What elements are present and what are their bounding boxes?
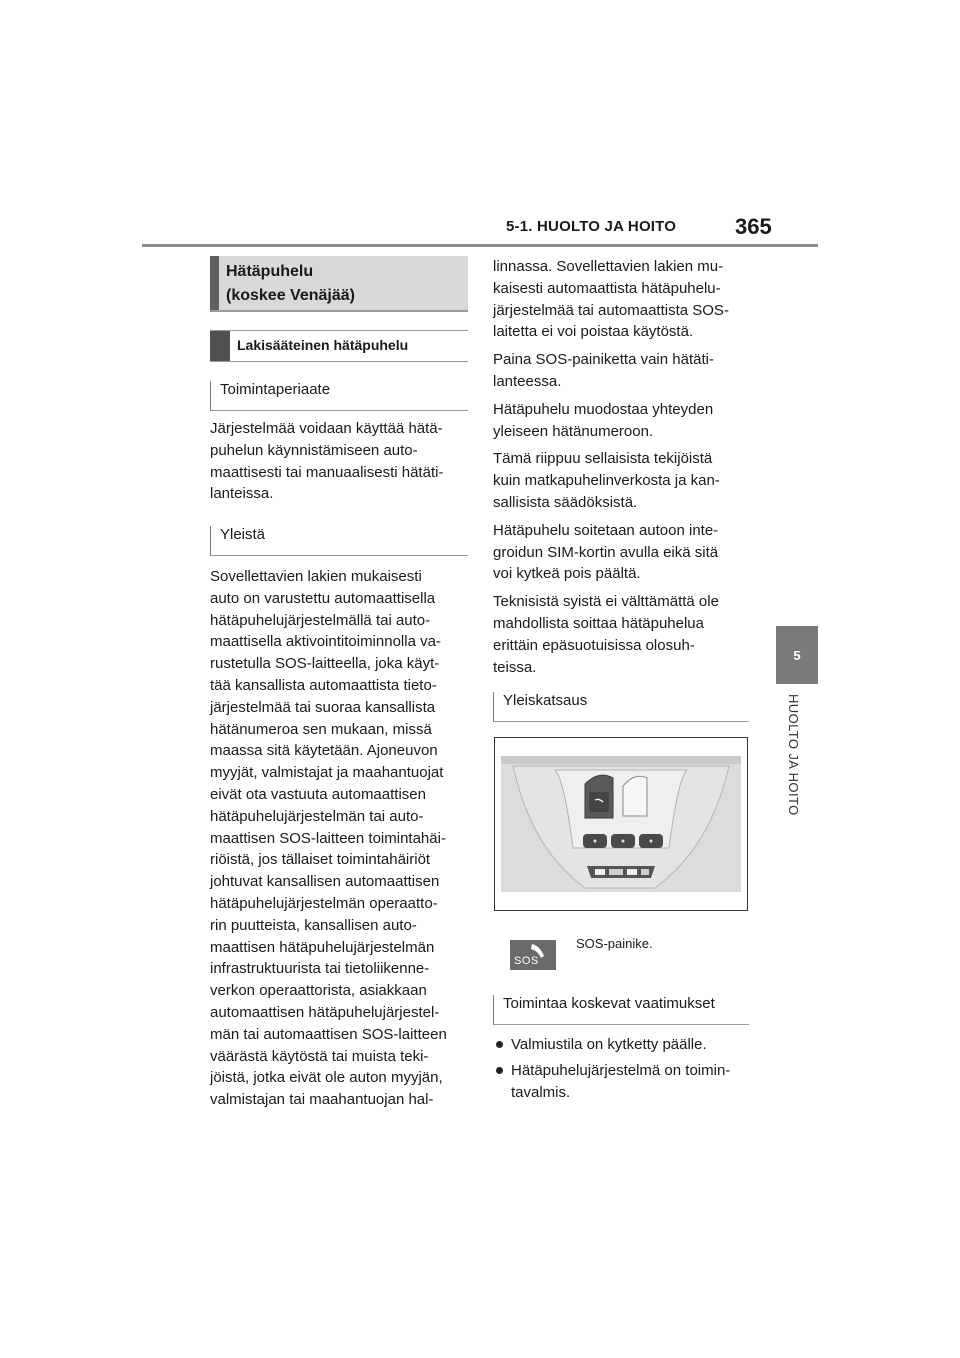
text-line: tää kansallista automaattista tieto- bbox=[210, 676, 437, 694]
heading-bar bbox=[210, 256, 219, 310]
main-heading-line1: Hätäpuhelu bbox=[226, 263, 314, 280]
text-line: maattisella aktivointitoiminnolla va- bbox=[210, 633, 441, 651]
heading-yleista: Yleistä bbox=[210, 526, 468, 556]
paragraph-yleista bbox=[210, 566, 472, 1111]
text-line: myyjät, valmistajat ja maahantuojat bbox=[210, 764, 444, 782]
sos-icon-text: SOS bbox=[514, 955, 539, 967]
list-item: Hätäpuhelujärjestelmä on toimin- tavalmis. bbox=[493, 1060, 755, 1104]
text-line: jöistä, jotka eivät ole auton myyjän, bbox=[210, 1069, 443, 1087]
text-line: hätänumeroa sen mukaan, missä bbox=[210, 720, 432, 738]
sos-caption: SOS-painike. bbox=[576, 936, 653, 951]
text-line: maassa sitä käytetään. Ajoneuvon bbox=[210, 742, 438, 760]
requirements-list bbox=[493, 1034, 755, 1103]
text-line: auto on varustettu automaattisella bbox=[210, 589, 436, 607]
heading-vaatimukset: Toimintaa koskevat vaatimukset bbox=[493, 995, 749, 1025]
main-heading bbox=[210, 256, 468, 312]
sub-heading-bar bbox=[210, 331, 230, 361]
text-line: väärästä käytöstä tai muista teki- bbox=[210, 1047, 429, 1065]
text-line: män tai automaattisen SOS-laitteen bbox=[210, 1025, 447, 1043]
text-line: eivät ota vastuuta automaattisen bbox=[210, 785, 426, 803]
text-line: lanteissa. bbox=[210, 485, 274, 503]
right-column-text bbox=[493, 256, 755, 684]
paragraph: Hätäpuhelu muodostaa yhteyden yleiseen hätänumeroon. bbox=[493, 400, 714, 440]
text-line: hätäpuhelujärjestelmällä tai auto- bbox=[210, 611, 431, 629]
text-line: rustetulla SOS-laitteella, joka käyt- bbox=[210, 655, 440, 673]
text-line: maattisesti tai manuaalisesti hätäti- bbox=[210, 463, 444, 481]
overhead-console-figure bbox=[494, 737, 748, 911]
paragraph: Paina SOS-painiketta vain hätäti- lanteessa. bbox=[493, 351, 714, 390]
text-line: hätäpuhelujärjestelmän tai auto- bbox=[210, 807, 424, 825]
text-line: maattisen hätäpuhelujärjestelmän bbox=[210, 938, 435, 956]
paragraph-toimintaperiaate bbox=[210, 418, 472, 505]
text-line: hätäpuhelujärjestelmän operaatto- bbox=[210, 894, 438, 912]
section-title: 5-1. HUOLTO JA HOITO bbox=[506, 218, 677, 235]
heading-yleiskatsaus: Yleiskatsaus bbox=[493, 692, 749, 722]
text-line: riöistä, jos tällaiset toimintahäiriöt bbox=[210, 851, 431, 869]
text-line: johtuvat kansallisen automaattisen bbox=[210, 873, 440, 891]
sub-heading bbox=[210, 330, 468, 362]
text-line: Järjestelmää voidaan käyttää hätä- bbox=[210, 420, 443, 437]
paragraph: linnassa. Sovellettavien lakien mu- kaisesti automaattista hätäpuhelu- järjestelmää tai automaattista SOS- laitetta ei voi poistaa käytöstä. bbox=[493, 258, 729, 341]
text-line: maattisen SOS-laitteen toimintahäi- bbox=[210, 829, 446, 847]
paragraph: Teknisistä syistä ei välttämättä ole mahdollista soittaa hätäpuhelua erittäin epäsuotuisissa olosuh- teissa. bbox=[493, 593, 719, 676]
heading-toimintaperiaate: Toimintaperiaate bbox=[210, 381, 468, 411]
text-line: automaattisen hätäpuhelujärjestel- bbox=[210, 1003, 440, 1021]
sub-heading-text: Lakisääteinen hätäpuhelu bbox=[237, 337, 409, 353]
list-item: Valmiustila on kytketty päälle. bbox=[493, 1034, 755, 1056]
text-line: verkon operaattorista, asiakkaan bbox=[210, 982, 427, 1000]
paragraph: Hätäpuhelu soitetaan autoon inte- groidun SIM-kortin avulla eikä sitä voi kytkeä pois päältä. bbox=[493, 521, 719, 583]
page-number: 365 bbox=[735, 214, 772, 239]
text-line: Sovellettavien lakien mukaisesti bbox=[210, 568, 422, 585]
text-line: valmistajan tai maahantuojan hal- bbox=[210, 1091, 434, 1109]
overhead-console-illustration bbox=[495, 738, 747, 910]
text-line: puhelun käynnistämiseen auto- bbox=[210, 441, 418, 459]
main-heading-line2: (koskee Venäjää) bbox=[226, 287, 355, 304]
paragraph: Tämä riippuu sellaisista tekijöistä kuin matkapuhelinverkosta ja kan- sallisista säädöksistä. bbox=[493, 450, 720, 511]
chapter-tab-label: HUOLTO JA HOITO bbox=[786, 694, 801, 816]
text-line: järjestelmää tai suoraa kansallista bbox=[210, 698, 436, 716]
text-line: infrastruktuurista tai tietoliikenne- bbox=[210, 960, 430, 978]
header-rule bbox=[142, 244, 818, 247]
sos-phone-icon bbox=[510, 940, 556, 970]
text-line: rin puutteista, kansallisen auto- bbox=[210, 916, 417, 934]
chapter-tab-number: 5 bbox=[776, 626, 818, 684]
